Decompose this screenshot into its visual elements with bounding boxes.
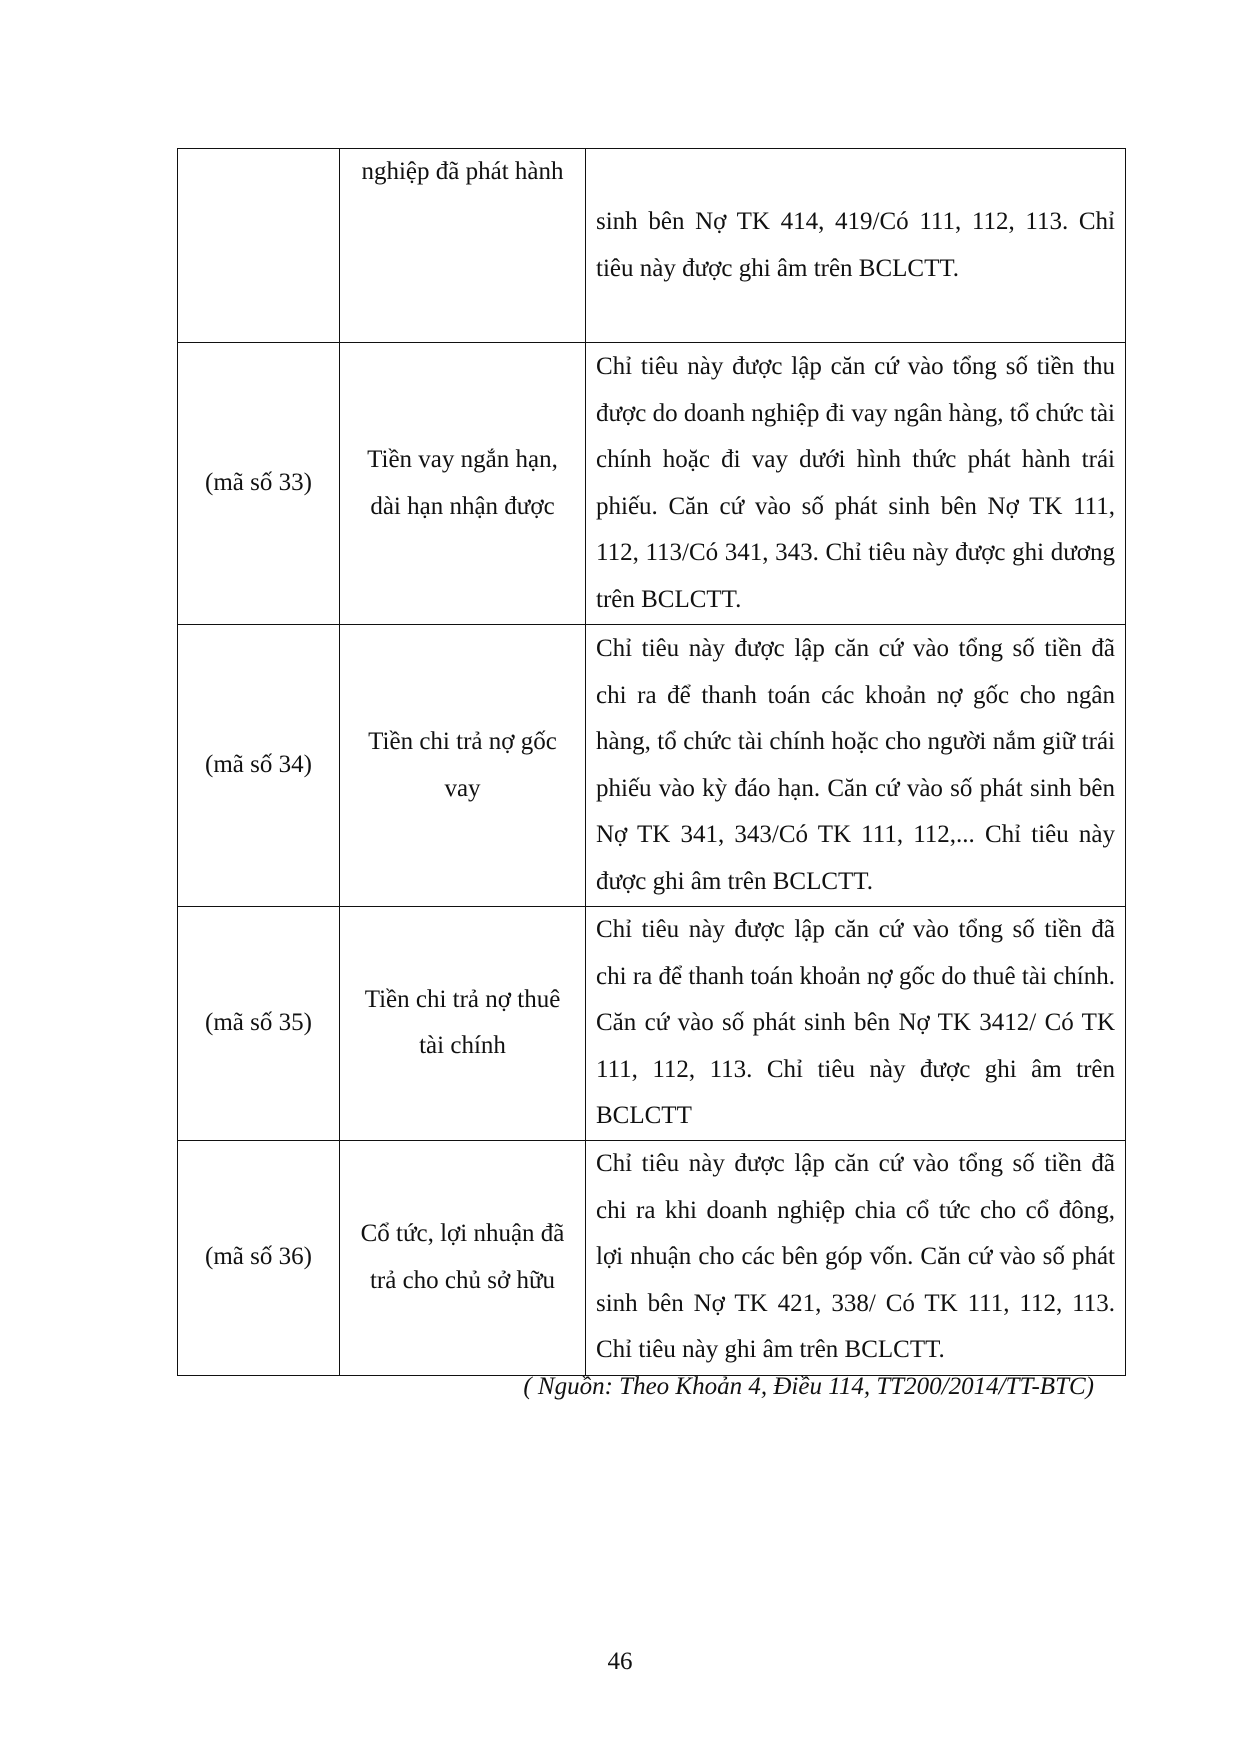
indicator-name-cell: Tiền chi trả nợ thuê tài chính: [340, 907, 586, 1141]
indicator-description-cell: Chỉ tiêu này được lập căn cứ vào tổng số tiền đã chi ra khi doanh nghiệp chia cổ tức cho cổ đông, lợi nhuận cho các bên góp vốn. Căn cứ vào số phát sinh bên Nợ TK 421, 338/ Có TK 111, 112, 113. Chỉ tiêu này ghi âm trên BCLCTT.: [586, 1140, 1126, 1375]
indicator-description-cell: Chỉ tiêu này được lập căn cứ vào tổng số tiền thu được do doanh nghiệp đi vay ngân hàng, tổ chức tài chính hoặc đi vay dưới hình thức phát hành trái phiếu. Căn cứ vào số phát sinh bên Nợ TK 111, 112, 113/Có 341, 343. Chỉ tiêu này được ghi dương trên BCLCTT.: [586, 343, 1126, 625]
indicator-name-cell: Tiền vay ngắn hạn, dài hạn nhận được: [340, 343, 586, 625]
indicator-code-cell: (mã số 36): [178, 1140, 340, 1375]
table-row: [178, 149, 1126, 343]
indicator-name-cell: Tiền chi trả nợ gốc vay: [340, 625, 586, 907]
indicator-code-cell: (mã số 34): [178, 625, 340, 907]
table-row: [178, 1140, 1126, 1375]
table-row: [178, 907, 1126, 1141]
indicator-code-cell: (mã số 33): [178, 343, 340, 625]
indicator-description-cell: sinh bên Nợ TK 414, 419/Có 111, 112, 113. Chỉ tiêu này được ghi âm trên BCLCTT.: [586, 149, 1126, 343]
indicator-code-cell: [178, 149, 340, 343]
cash-flow-indicators-table: [177, 148, 1126, 1376]
indicator-code-cell: (mã số 35): [178, 907, 340, 1141]
table-row: [178, 343, 1126, 625]
indicator-description-cell: Chỉ tiêu này được lập căn cứ vào tổng số tiền đã chi ra để thanh toán các khoản nợ gốc cho ngân hàng, tổ chức tài chính hoặc cho người nắm giữ trái phiếu vào kỳ đáo hạn. Căn cứ vào số phát sinh bên Nợ TK 341, 343/Có TK 111, 112,... Chỉ tiêu này được ghi âm trên BCLCTT.: [586, 625, 1126, 907]
indicator-name-cell: Cổ tức, lợi nhuận đã trả cho chủ sở hữu: [340, 1140, 586, 1375]
indicator-name-cell: nghiệp đã phát hành: [340, 149, 586, 343]
table-row: [178, 625, 1126, 907]
page-number: 46: [607, 1648, 633, 1675]
source-citation: ( Nguồn: Theo Khoản 4, Điều 114, TT200/2014/TT-BTC): [523, 1373, 1094, 1400]
indicator-description-cell: Chỉ tiêu này được lập căn cứ vào tổng số tiền đã chi ra để thanh toán khoản nợ gốc do thuê tài chính. Căn cứ vào số phát sinh bên Nợ TK 3412/ Có TK 111, 112, 113. Chỉ tiêu này được ghi âm trên BCLCTT: [586, 907, 1126, 1141]
